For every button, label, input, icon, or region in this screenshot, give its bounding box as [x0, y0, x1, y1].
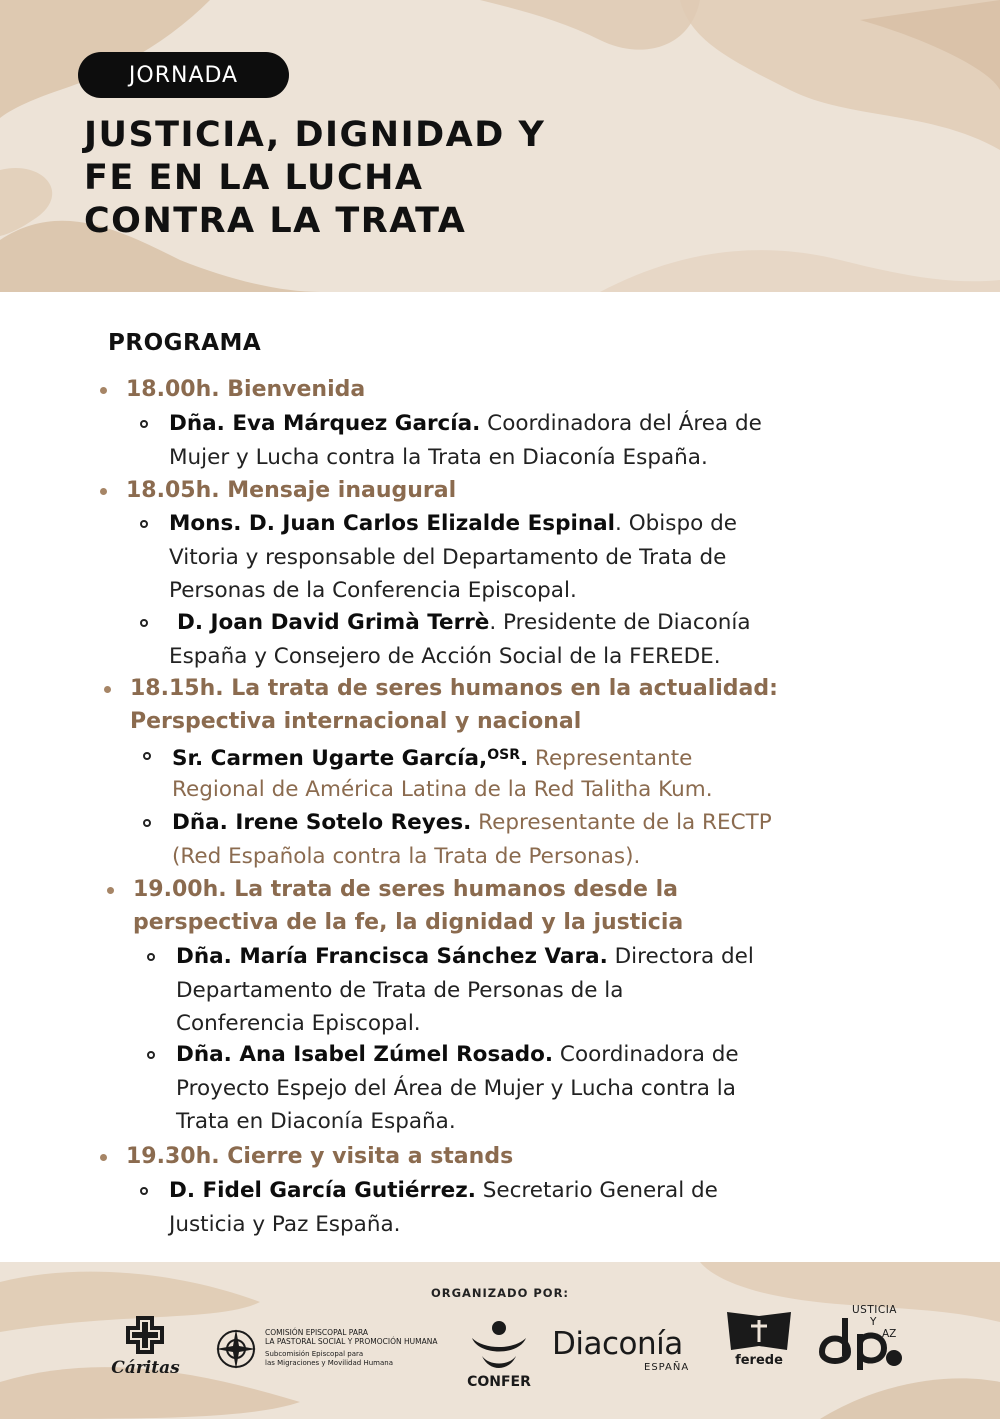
bullet-icon — [100, 1154, 107, 1161]
diaconia-wordmark: Diaconía — [552, 1326, 683, 1362]
sub-bullet-icon — [140, 619, 148, 627]
speaker-entry — [172, 739, 692, 776]
speaker-name-punctuation: . — [519, 746, 529, 771]
comision-episcopal-logo — [215, 1328, 455, 1374]
speaker-role: Coordinadora del Área de — [480, 411, 762, 436]
sub-bullet-icon — [140, 420, 148, 428]
speaker-role: Representante de la RECTP — [471, 810, 772, 835]
sub-bullet-icon — [147, 1051, 155, 1059]
speaker-title-suffix: OSR — [487, 747, 520, 763]
justicia-y-paz-logo — [818, 1304, 910, 1370]
program-item-heading: 18.05h. Mensaje inaugural — [126, 478, 457, 503]
speaker-name: Dña. Ana Isabel Zúmel Rosado. — [176, 1042, 554, 1067]
speaker-entry — [172, 806, 772, 840]
speaker-entry — [176, 1038, 739, 1072]
caritas-logo — [98, 1314, 193, 1384]
jp-text-top: USTICIA — [852, 1304, 897, 1316]
confer-wordmark: CONFER — [467, 1374, 531, 1390]
speaker-entry — [169, 407, 762, 441]
speaker-name: Dña. Irene Sotelo Reyes. — [172, 810, 472, 835]
title-line: JUSTICIA, DIGNIDAD Y — [84, 115, 546, 155]
diaconia-country: ESPAÑA — [644, 1362, 690, 1373]
program-item-heading: perspectiva de la fe, la dignidad y la justicia — [133, 910, 684, 935]
footer-organizers — [0, 1262, 1000, 1419]
event-type-badge: JORNADA — [78, 52, 289, 98]
speaker-name: D. Joan David Grimà Terrè — [177, 610, 490, 635]
speaker-role-line: (Red Española contra la Trata de Personas). — [172, 844, 641, 869]
speaker-name: Dña. María Francisca Sánchez Vara. — [176, 944, 608, 969]
speaker-name: D. Fidel García Gutiérrez. — [169, 1178, 476, 1203]
compass-rose-icon — [215, 1328, 257, 1370]
jp-text-az: AZ — [882, 1328, 897, 1340]
header-banner — [0, 0, 1000, 292]
title-line: CONTRA LA TRATA — [84, 201, 467, 241]
speaker-role-line: Mujer y Lucha contra la Trata en Diaconía España. — [169, 445, 708, 470]
confer-figure-icon — [464, 1316, 534, 1372]
sub-bullet-icon — [147, 953, 155, 961]
speaker-entry — [177, 606, 751, 640]
program-item-heading: 18.15h. La trata de seres humanos en la actualidad: — [130, 676, 778, 701]
jp-text-y: Y — [870, 1316, 877, 1328]
speaker-entry — [169, 1174, 718, 1208]
diaconia-logo — [552, 1326, 697, 1376]
comision-line: LA PASTORAL SOCIAL Y PROMOCIÓN HUMANA — [265, 1337, 438, 1346]
bullet-icon — [100, 488, 107, 495]
speaker-role: Secretario General de — [475, 1178, 718, 1203]
program-item-heading: 18.00h. Bienvenida — [126, 377, 366, 402]
ferede-book-icon — [724, 1306, 794, 1352]
speaker-role-line: Departamento de Trata de Personas de la — [176, 978, 624, 1003]
speaker-name: Dña. Eva Márquez García. — [169, 411, 481, 436]
speaker-name: Mons. D. Juan Carlos Elizalde Espinal — [169, 511, 616, 536]
speaker-role: Coordinadora de — [553, 1042, 739, 1067]
speaker-entry — [169, 507, 737, 541]
confer-logo — [464, 1316, 534, 1406]
caritas-cross-icon — [98, 1314, 193, 1356]
speaker-role-line: Proyecto Espejo del Área de Mujer y Lucha contra la — [176, 1076, 736, 1101]
program-item-heading: 19.30h. Cierre y visita a stands — [126, 1144, 514, 1169]
sub-bullet-icon — [143, 752, 151, 760]
organized-by-label: ORGANIZADO POR: — [430, 1286, 570, 1300]
event-title — [84, 114, 604, 243]
sub-bullet-icon — [140, 1187, 148, 1195]
program-title: PROGRAMA — [108, 330, 262, 356]
speaker-role: Directora del — [607, 944, 754, 969]
caritas-wordmark: Cáritas — [111, 1358, 180, 1378]
program-section — [0, 292, 1000, 1260]
bullet-icon — [107, 887, 114, 894]
program-item-heading: Perspectiva internacional y nacional — [130, 709, 582, 734]
speaker-role: . Obispo de — [615, 511, 737, 536]
sub-bullet-icon — [143, 819, 151, 827]
ferede-logo — [724, 1306, 794, 1370]
speaker-entry — [176, 940, 754, 974]
sub-bullet-icon — [140, 520, 148, 528]
speaker-role-line: Trata en Diaconía España. — [176, 1109, 456, 1134]
speaker-role-line: Personas de la Conferencia Episcopal. — [169, 578, 577, 603]
bullet-icon — [100, 387, 107, 394]
speaker-role-line: España y Consejero de Acción Social de la FEREDE. — [169, 644, 721, 669]
speaker-role: . Presidente de Diaconía — [489, 610, 751, 635]
title-line: FE EN LA LUCHA — [84, 158, 424, 198]
speaker-name: Sr. Carmen Ugarte García, — [172, 746, 488, 771]
bullet-icon — [104, 686, 111, 693]
speaker-role-line: Regional de América Latina de la Red Talitha Kum. — [172, 777, 713, 802]
comision-line: Subcomisión Episcopal para — [265, 1350, 364, 1358]
speaker-role-line: Conferencia Episcopal. — [176, 1011, 421, 1036]
comision-line: COMISIÓN EPISCOPAL PARA — [265, 1328, 369, 1337]
speaker-role-line: Vitoria y responsable del Departamento de Trata de — [169, 545, 727, 570]
speaker-role-line: Justicia y Paz España. — [169, 1212, 401, 1237]
comision-line: las Migraciones y Movilidad Humana — [265, 1359, 393, 1367]
ferede-wordmark: ferede — [735, 1353, 783, 1368]
speaker-role: Representante — [528, 746, 693, 771]
program-item-heading: 19.00h. La trata de seres humanos desde la — [133, 877, 678, 902]
